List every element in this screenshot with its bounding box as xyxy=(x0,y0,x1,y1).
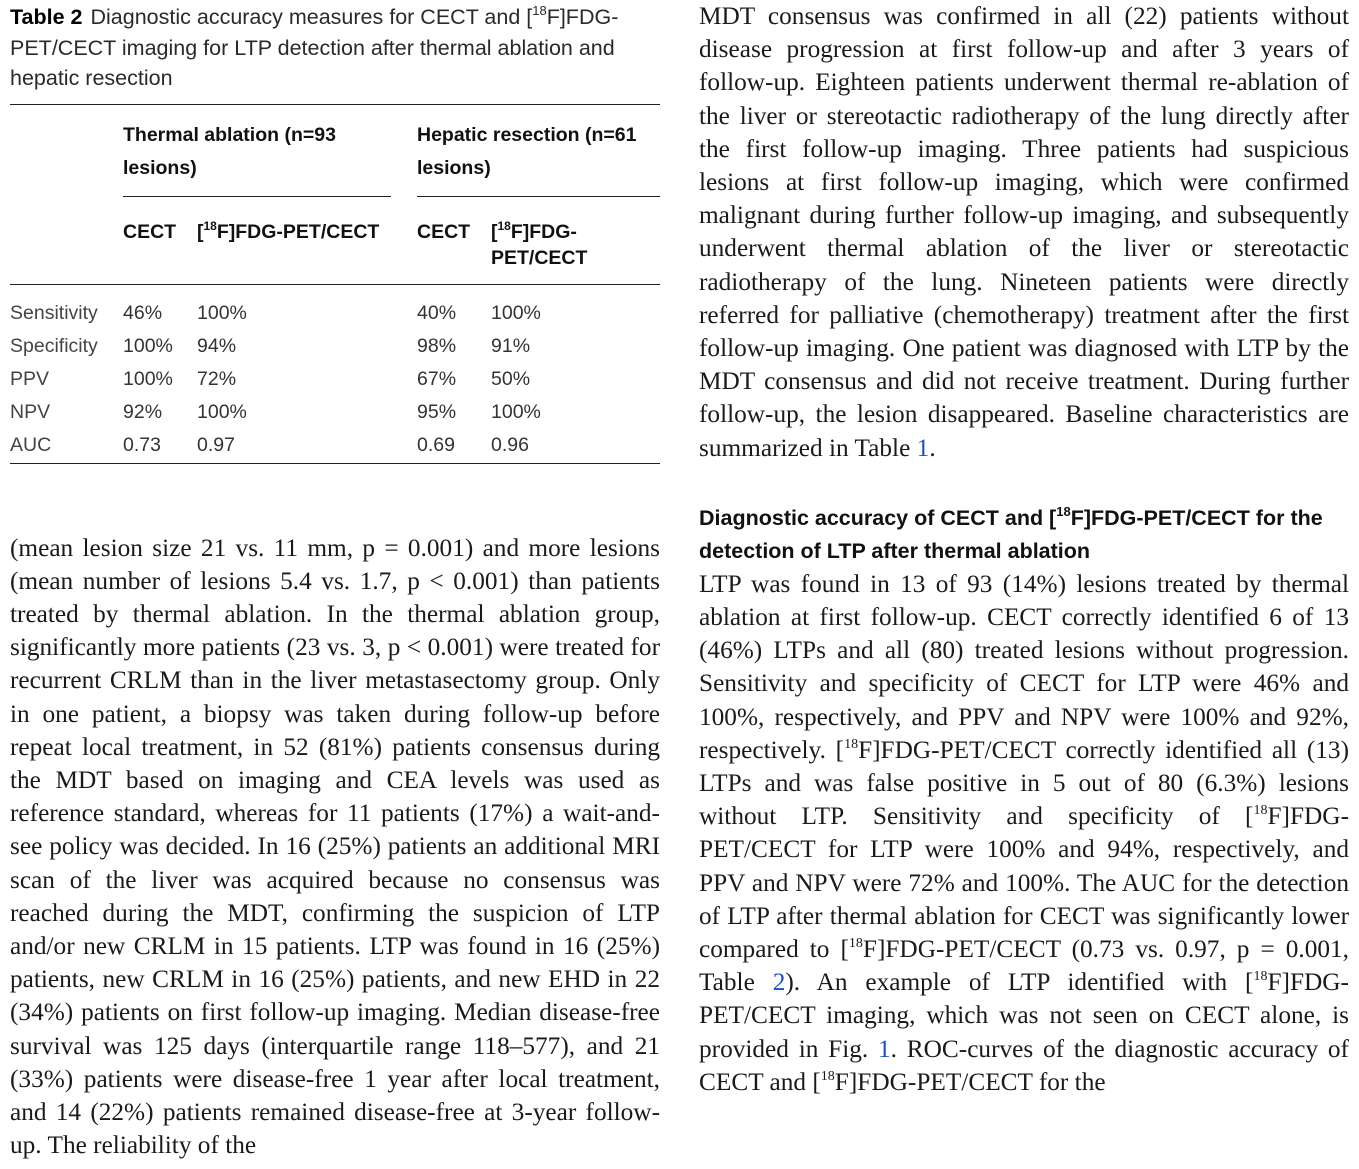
group-header-thermal-ablation: Thermal ablation (n=93 lesions) xyxy=(123,105,391,197)
table-cell: 0.73 xyxy=(123,434,161,457)
table-cell: 100% xyxy=(123,334,173,357)
col-header-pet-resection: [$^{18}$F]FDG-PET/CECT xyxy=(491,196,660,284)
table-cell: 100% xyxy=(197,401,247,424)
left-column xyxy=(10,0,660,1162)
row-label: NPV xyxy=(10,401,51,424)
table-cell: 100% xyxy=(491,301,541,324)
table-cell: 98% xyxy=(417,334,457,357)
table-cell: 50% xyxy=(491,367,531,390)
table-row xyxy=(10,363,660,396)
table-cell: 0.97 xyxy=(197,434,235,457)
table-cell: 94% xyxy=(197,334,237,357)
table-caption-text: Diagnostic accuracy measures for CECT and [ xyxy=(90,5,533,29)
table-cell: 72% xyxy=(197,367,237,390)
table-1-link[interactable]: 1 xyxy=(916,433,930,462)
group-header-hepatic-resection: Hepatic resection (n=61 lesions) xyxy=(417,105,660,197)
table-cell: 100% xyxy=(123,367,173,390)
row-label: PPV xyxy=(10,367,50,390)
left-body-paragraph: (mean lesion size 21 vs. 11 mm, p = 0.001) and more lesions (mean number of lesions 5.4 vs. 1.7, p < 0.001) than patients treated by thermal ablation. In the thermal ablation group, significantly more patients (23 vs. 3, p < 0.001) were treated for recurrent CRLM than in the liver metastasectomy group. Only in one patient, a biopsy was taken during follow-up before repeat local treatment, in 52 (81%) patients consensus during the MDT based on imaging and CEA levels was used as reference standard, whereas for 11 patients (17%) a wait-and-see policy was decided. In 16 (25%) patients an additional MRI scan of the liver was acquired because no consensus was reached during the MDT, confirming the suspicion of LTP and/or new CRLM in 15 patients. LTP was found in 16 (25%) patients, new CRLM in 16 (25%) patients, and new EHD in 22 (34%) patients on first follow-up imaging. Median disease-free survival was 125 days (interquartile range 118–577), and 21 (33%) patients were disease-free 1 year after local treatment, and 14 (22%) patients remained disease-free at 3-year follow-up. The reliability of the xyxy=(10,533,660,1160)
caption-superscript: 18 xyxy=(532,3,547,18)
table-row xyxy=(10,330,660,363)
table-cell: 92% xyxy=(123,401,163,424)
row-label: Sensitivity xyxy=(10,301,98,324)
table-row xyxy=(10,396,660,429)
table-cell: 100% xyxy=(491,401,541,424)
table-cell: 95% xyxy=(417,401,457,424)
right-body-paragraph-1: MDT consensus was confirmed in all (22) patients without disease progression at first follow-up and after 3 years of follow-up. Eighteen patients underwent thermal re-ablation of the liver or stereotactic radiotherapy of the lung directly after the first follow-up imaging. Three patients had suspicious lesions at first follow-up imaging, which were confirmed malignant during further follow-up imaging, and subsequently underwent thermal ablation of the liver or stereotactic radiotherapy of the lung. Nineteen patients were directly referred for palliative (chemotherapy) treatment after the first follow-up imaging. One patient was diagnosed with LTP by the MDT consensus and did not receive treatment. During further follow-up, the lesion disappeared. Baseline characteristics are summarized in Table 1. xyxy=(699,2,1349,462)
col-header-cect-resection: CECT xyxy=(417,196,491,284)
section-heading: Diagnostic accuracy of CECT and [$^{18}$F]FDG-PET/CECT for the detection of LTP after thermal ablation xyxy=(699,503,1323,563)
table-cell: 67% xyxy=(417,367,457,390)
table-cell: 0.96 xyxy=(491,434,529,457)
table-row xyxy=(10,429,660,463)
table-cell: 0.69 xyxy=(417,434,455,457)
col-header-pet-thermal: [$^{18}$F]FDG-PET/CECT xyxy=(197,196,391,284)
table-cell: 40% xyxy=(417,301,457,324)
table-label: Table 2 xyxy=(10,5,83,29)
diagnostic-accuracy-table xyxy=(10,104,660,469)
table-caption xyxy=(10,2,660,94)
right-body-paragraph-2: LTP was found in 13 of 93 (14%) lesions treated by thermal ablation at first follow-up. CECT correctly identified 6 of 13 (46%) LTPs and all (80) treated lesions without progression. Sensitivity and specificity of CECT for LTP were 46% and 100%, respectively, and PPV and NPV were 100% and 92%, respectively. [$^{18}$F]FDG-PET/CECT correctly identified all (13) LTPs and was false positive in 5 out of 80 (6.3%) lesions without LTP. Sensitivity and specificity of [$^{18}$F]FDG-PET/CECT for LTP were 100% and 94%, respectively, and PPV and NPV were 72% and 100%. The AUC for the detection of LTP after thermal ablation for CECT was significantly lower compared to [$^{18}$F]FDG-PET/CECT (0.73 vs. 0.97, p = 0.001, Table 2). An example of LTP identified with [$^{18}$F]FDG-PET/CECT imaging, which was not seen on CECT alone, is provided in Fig. 1. ROC-curves of the diagnostic accuracy of CECT and [$^{18}$F]FDG-PET/CECT for the xyxy=(699,569,1349,1096)
table-cell: 46% xyxy=(123,301,163,324)
figure-1-link[interactable]: 1 xyxy=(878,1034,891,1063)
row-label: Specificity xyxy=(10,334,98,357)
table-2-link[interactable]: 2 xyxy=(772,968,786,997)
row-label: AUC xyxy=(10,434,52,457)
table-cell: 91% xyxy=(491,334,531,357)
right-column xyxy=(699,0,1349,1099)
table-row xyxy=(10,284,660,330)
table-cell: 100% xyxy=(197,301,247,324)
col-header-cect-thermal: CECT xyxy=(123,196,197,284)
table-caption-text-end: F]FDG-PET/CECT imaging for LTP detection after thermal ablation and hepatic resection xyxy=(10,5,619,90)
